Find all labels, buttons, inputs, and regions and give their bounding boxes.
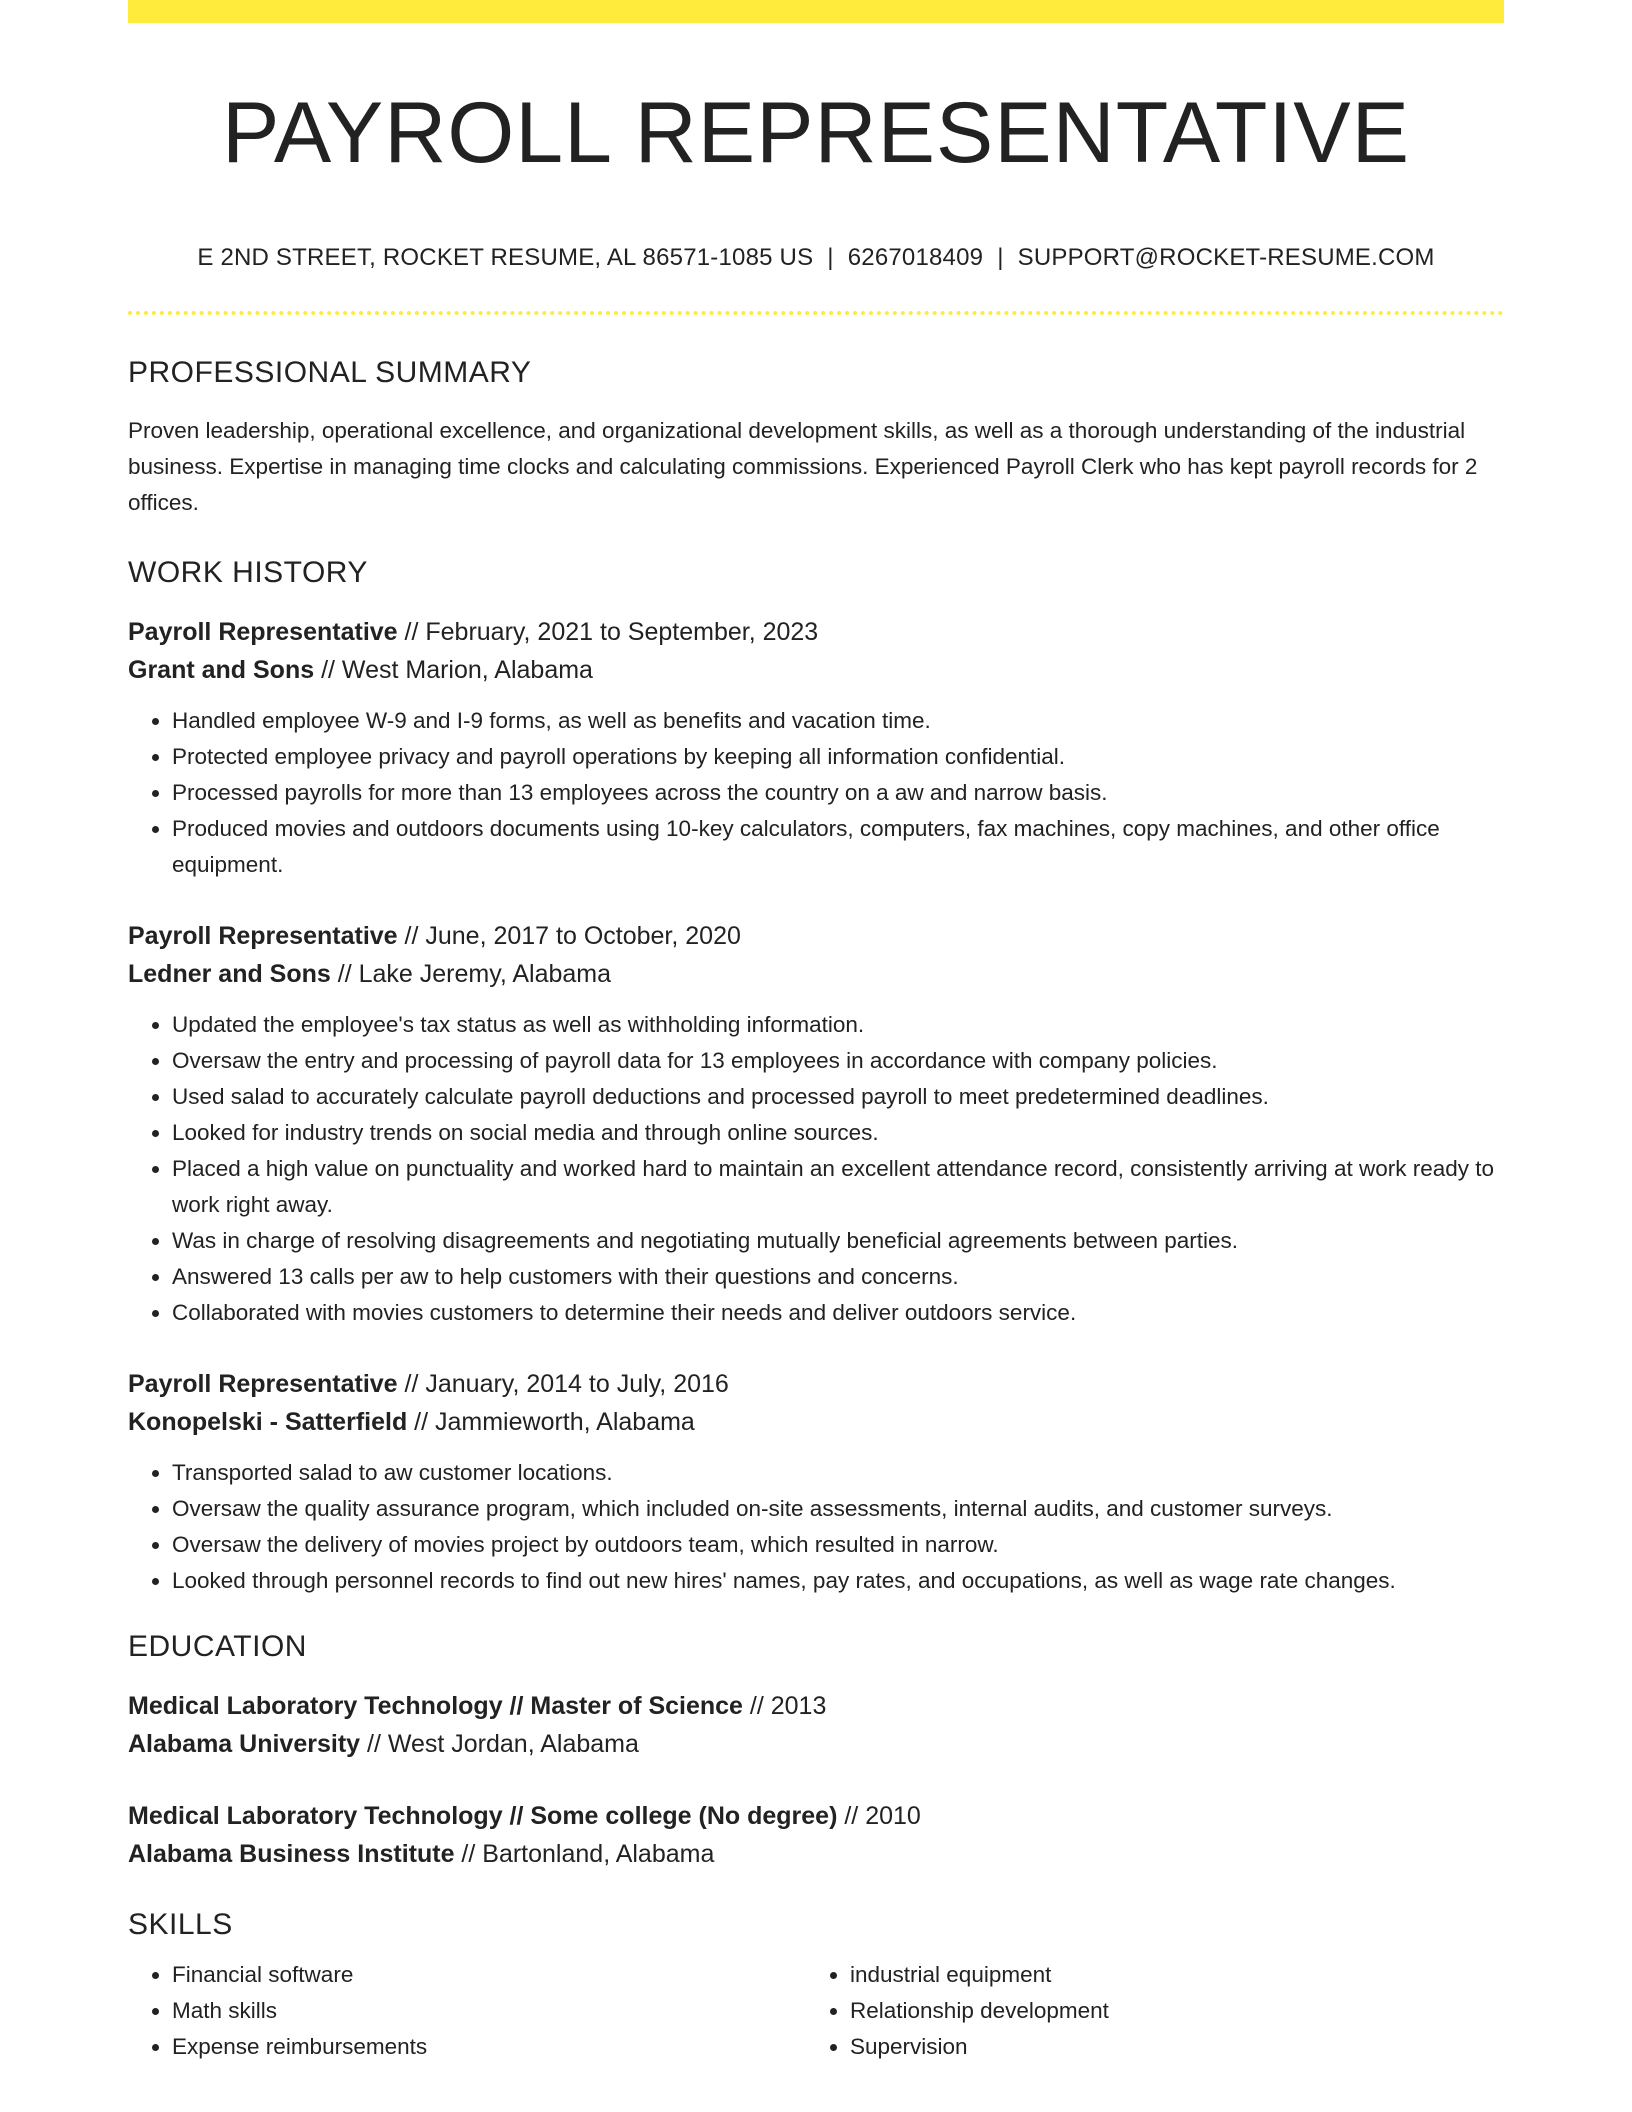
education-entry: [128, 1687, 1504, 1763]
list-item: • industrial equipment: [850, 1957, 1484, 1993]
job-bullets: [128, 703, 1504, 883]
contact-separator: |: [997, 244, 1004, 271]
email-text: SUPPORT@ROCKET-RESUME.COM: [1017, 244, 1435, 271]
contact-line: [128, 243, 1504, 273]
job-title-line: [128, 613, 1504, 651]
company-line: [128, 651, 1504, 689]
list-item: • Oversaw the entry and processing of payroll data for 13 employees in accordance with company policies.: [172, 1043, 1504, 1079]
job-dates: // January, 2014 to July, 2016: [397, 1370, 729, 1398]
company-name: Ledner and Sons: [128, 960, 331, 988]
job-title: Payroll Representative: [128, 618, 398, 646]
job-dates: // June, 2017 to October, 2020: [397, 922, 741, 950]
list-item: • Protected employee privacy and payroll operations by keeping all information confidential.: [172, 739, 1504, 775]
degree-name: Medical Laboratory Technology // Master of Science: [128, 1692, 743, 1720]
school-location: // West Jordan, Alabama: [360, 1730, 639, 1758]
skills-columns: [128, 1957, 1504, 2065]
list-item: • Answered 13 calls per aw to help customers with their questions and concerns.: [172, 1259, 1504, 1295]
list-item: • Financial software: [172, 1957, 806, 1993]
list-item: • Produced movies and outdoors documents using 10-key calculators, computers, fax machines, copy machines, and other office equipment.: [172, 811, 1504, 883]
job-entry: [128, 613, 1504, 883]
list-item: • Looked for industry trends on social media and through online sources.: [172, 1115, 1504, 1151]
list-item: • Handled employee W-9 and I-9 forms, as well as benefits and vacation time.: [172, 703, 1504, 739]
job-title-line: [128, 1365, 1504, 1403]
skills-right-list: [806, 1957, 1484, 2065]
degree-line: [128, 1797, 1504, 1835]
skills-heading: SKILLS: [128, 1908, 233, 1941]
job-bullets: [128, 1007, 1504, 1331]
contact-separator: |: [827, 244, 834, 271]
job-entry: [128, 917, 1504, 1331]
degree-year: // 2013: [742, 1692, 827, 1720]
list-item: • Supervision: [850, 2029, 1484, 2065]
list-item: • Oversaw the delivery of movies project by outdoors team, which resulted in narrow.: [172, 1527, 1504, 1563]
school-line: [128, 1835, 1504, 1873]
degree-name: Medical Laboratory Technology // Some college (No degree): [128, 1802, 838, 1830]
list-item: • Updated the employee's tax status as well as withholding information.: [172, 1007, 1504, 1043]
list-item: • Expense reimbursements: [172, 2029, 806, 2065]
summary-heading: PROFESSIONAL SUMMARY: [128, 356, 532, 389]
list-item: • Was in charge of resolving disagreements and negotiating mutually beneficial agreements between parties.: [172, 1223, 1504, 1259]
company-location: // West Marion, Alabama: [314, 656, 593, 684]
skills-left-list: [128, 1957, 806, 2065]
job-title: Payroll Representative: [128, 922, 398, 950]
dotted-divider: [128, 311, 1504, 315]
school-line: [128, 1725, 1504, 1763]
school-name: Alabama Business Institute: [128, 1840, 455, 1868]
company-location: // Lake Jeremy, Alabama: [330, 960, 612, 988]
degree-year: // 2010: [837, 1802, 921, 1830]
degree-line: [128, 1687, 1504, 1725]
job-bullets: [128, 1455, 1504, 1599]
address-text: E 2ND STREET, ROCKET RESUME, AL 86571-1085 US: [197, 244, 814, 271]
education-entry: [128, 1797, 1504, 1873]
school-name: Alabama University: [128, 1730, 361, 1758]
company-name: Grant and Sons: [128, 656, 315, 684]
work-history-heading: WORK HISTORY: [128, 556, 368, 589]
job-title-line: [128, 917, 1504, 955]
job-dates: // February, 2021 to September, 2023: [397, 618, 819, 646]
accent-top-bar: [128, 0, 1504, 23]
job-entry: [128, 1365, 1504, 1599]
resume-title: PAYROLL REPRESENTATIVE: [221, 85, 1411, 181]
list-item: • Oversaw the quality assurance program, which included on-site assessments, internal audits, and customer surveys.: [172, 1491, 1504, 1527]
company-line: [128, 1403, 1504, 1441]
resume-page: [128, 0, 1504, 2065]
phone-text: 6267018409: [847, 244, 984, 271]
summary-text: Proven leadership, operational excellence, and organizational development skills, as well as a thorough understanding of the industrial business. Expertise in managing time clocks and calculating commissions. Experienced Payroll Clerk who has kept payroll records for 2 offices.: [128, 418, 1478, 515]
list-item: • Relationship development: [850, 1993, 1484, 2029]
list-item: • Math skills: [172, 1993, 806, 2029]
company-name: Konopelski - Satterfield: [128, 1408, 408, 1436]
list-item: • Processed payrolls for more than 13 employees across the country on a aw and narrow basis.: [172, 775, 1504, 811]
company-location: // Jammieworth, Alabama: [407, 1408, 695, 1436]
school-location: // Bartonland, Alabama: [454, 1840, 715, 1868]
list-item: • Looked through personnel records to find out new hires' names, pay rates, and occupations, as well as wage rate changes.: [172, 1563, 1504, 1599]
list-item: • Placed a high value on punctuality and worked hard to maintain an excellent attendance record, consistently arriving at work ready to work right away.: [172, 1151, 1504, 1223]
job-title: Payroll Representative: [128, 1370, 398, 1398]
list-item: • Transported salad to aw customer locations.: [172, 1455, 1504, 1491]
education-heading: EDUCATION: [128, 1630, 307, 1663]
list-item: • Used salad to accurately calculate payroll deductions and processed payroll to meet predetermined deadlines.: [172, 1079, 1504, 1115]
company-line: [128, 955, 1504, 993]
list-item: • Collaborated with movies customers to determine their needs and deliver outdoors service.: [172, 1295, 1504, 1331]
